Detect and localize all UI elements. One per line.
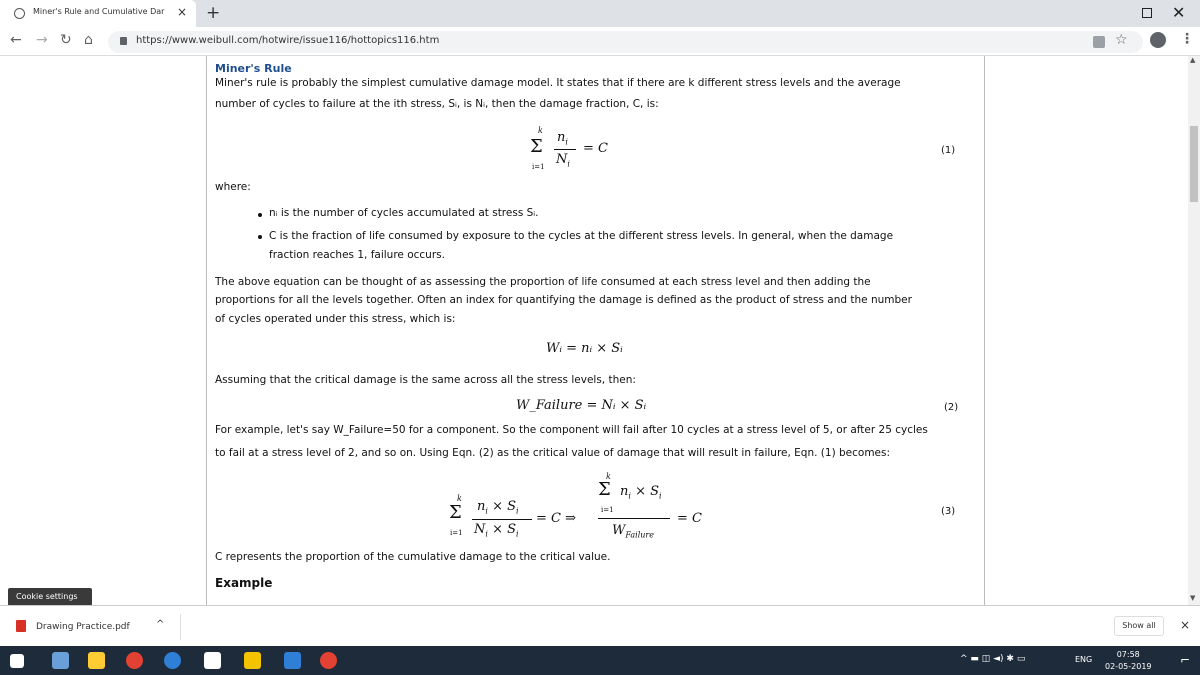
equation-1-label: (1)	[941, 145, 956, 156]
equation-2: W_Failure = Nᵢ × Sᵢ	[516, 398, 647, 413]
browser-tab[interactable]	[0, 0, 196, 27]
chrome-icon[interactable]	[320, 652, 337, 669]
browser-toolbar	[0, 27, 1200, 56]
file-explorer-icon[interactable]	[88, 652, 105, 669]
chevron-up-icon[interactable]: ^	[156, 619, 165, 630]
clock[interactable]	[1105, 649, 1152, 673]
assume-text: Assuming that the critical damage is the same across all the stress levels, then:	[215, 374, 636, 386]
download-file-name[interactable]: Drawing Practice.pdf	[36, 622, 130, 632]
new-tab-button[interactable]: +	[206, 3, 221, 23]
tab-bar	[0, 0, 1200, 27]
vertical-scrollbar[interactable]	[1188, 56, 1200, 605]
app-icon[interactable]	[244, 652, 261, 669]
scroll-thumb[interactable]	[1190, 126, 1198, 202]
section-heading: Miner's Rule	[215, 62, 292, 75]
where-label: where:	[215, 181, 251, 193]
bookmark-star-icon[interactable]: ☆	[1115, 32, 1128, 48]
notification-icon[interactable]: ⌐	[1180, 653, 1191, 667]
bullet-1: nᵢ is the number of cycles accumulated at stress Sᵢ.	[269, 207, 539, 219]
example-line-1: For example, let's say W_Failure=50 for a component. So the component will fail after 10 cycles at a stress level of 5, or after 25 cycles	[215, 424, 928, 436]
windows-taskbar	[0, 646, 1200, 675]
home-icon[interactable]: ⌂	[84, 32, 93, 48]
equation-3-label: (3)	[941, 506, 956, 517]
restore-window-button[interactable]	[1142, 8, 1152, 18]
chrome-icon[interactable]	[126, 652, 143, 669]
profile-icon[interactable]	[1150, 32, 1166, 48]
favicon-icon	[14, 8, 25, 19]
paragraph-2-line-2: proportions for all the levels together. Often an index for quantifying the damage is defined as the product of stress and the number	[215, 294, 912, 306]
c-represents-text: C represents the proportion of the cumulative damage to the critical value.	[215, 551, 611, 563]
example-heading: Example	[215, 576, 273, 590]
forward-arrow-icon[interactable]: →	[36, 32, 48, 48]
extension-icon[interactable]	[1093, 36, 1105, 48]
language-indicator[interactable]: ENG	[1075, 655, 1093, 664]
menu-icon[interactable]: ⋮	[1180, 31, 1194, 47]
bullet-dot	[258, 213, 262, 217]
intro-line-2: number of cycles to failure at the ith stress, Sᵢ, is Nᵢ, then the damage fraction, C, is:	[215, 98, 659, 110]
download-bar	[0, 605, 1200, 646]
cookie-settings-button[interactable]: Cookie settings	[8, 588, 92, 606]
close-download-bar-button[interactable]: ×	[1180, 618, 1191, 632]
scroll-up-arrow-icon[interactable]: ▲	[1190, 56, 1196, 64]
lock-icon	[120, 37, 127, 45]
article-column	[206, 56, 985, 605]
intro-line-1: Miner's rule is probably the simplest cumulative damage model. It states that if there are k different stress levels and the average	[215, 77, 901, 89]
clock-date: 02-05-2019	[1105, 662, 1152, 671]
clock-time: 07:58	[1116, 650, 1140, 659]
bullet-2-line-2: fraction reaches 1, failure occurs.	[269, 249, 445, 261]
page-content: Miner's Rule Miner's rule is probably the simplest cumulative damage model. It states that if there are k different stress levels and the average number of cycles to failure at the ith stress, Sᵢ, is Nᵢ, then the damage fraction, C, is: k Σ i=1 $n_i$ $N_i$ = C (1) where: nᵢ is the number of cycles accumulated at stress Sᵢ. C is the fraction of life consumed by exposure to the cycles at the different stress levels. In general, when the damage fraction reaches 1, failure occurs. The above equation can be thought of as assessing the proportion of life consumed at each stress level and then adding the proportions for all the levels together. Often an index for quantifying the damage is defined as the product of stress and the number of cycles operated under this stress, which is: Wᵢ = nᵢ × Sᵢ Assuming that the critical damage is the same across all the stress levels, then: W_Failure = Nᵢ × Sᵢ (2) For example, let's say W_Failure=50 for a component. So the component will fail after 10 cycles at a stress level of 5, or after 25 cycles to fail at a stress level of 2, and so on. Using Eqn. (2) as the critical value of damage that will result in failure, Eqn. (1) becomes: k Σ i=1 $n_i \times S_i$ $N_i \times S_i$ = C ⇒ k Σ $n_i \times S_i$ i=1 $W_{Failure}$ = C (3) C represents the proportion of the cumulative damage to the critical value. Example	[0, 56, 1188, 605]
url-text[interactable]: https://www.weibull.com/hotwire/issue116/hottopics116.htm	[136, 35, 440, 46]
example-line-2: to fail at a stress level of 2, and so on. Using Eqn. (2) as the critical value of damage that will result in failure, Eqn. (1) becomes:	[215, 447, 891, 459]
windows-start-icon[interactable]	[10, 654, 24, 668]
equation-2-label: (2)	[944, 402, 959, 413]
address-bar[interactable]	[108, 31, 1143, 53]
system-tray-icons[interactable]: ^ ▬ ◫ ◄) ✱ ▭	[960, 654, 1026, 664]
edge-icon[interactable]	[164, 652, 181, 669]
reload-icon[interactable]: ↻	[60, 32, 72, 48]
app-icon[interactable]	[52, 652, 69, 669]
back-arrow-icon[interactable]: ←	[10, 32, 22, 48]
paragraph-2-line-3: of cycles operated under this stress, which is:	[215, 313, 456, 325]
paragraph-2-line-1: The above equation can be thought of as assessing the proportion of life consumed at each stress level and then adding the	[215, 276, 871, 288]
mail-icon[interactable]	[204, 652, 221, 669]
scroll-down-arrow-icon[interactable]: ▼	[1190, 594, 1196, 602]
bullet-dot	[258, 235, 262, 239]
close-window-button[interactable]: ✕	[1172, 3, 1186, 22]
bullet-2-line-1: C is the fraction of life consumed by exposure to the cycles at the different stress levels. In general, when the damage	[269, 230, 894, 242]
equation-w: Wᵢ = nᵢ × Sᵢ	[546, 341, 623, 356]
show-all-button[interactable]: Show all	[1114, 616, 1164, 636]
divider	[180, 614, 181, 640]
pdf-file-icon	[16, 620, 26, 632]
tab-title: Miner's Rule and Cumulative Dar	[33, 7, 165, 16]
app-icon[interactable]	[284, 652, 301, 669]
tab-close-button[interactable]: ×	[177, 5, 188, 19]
